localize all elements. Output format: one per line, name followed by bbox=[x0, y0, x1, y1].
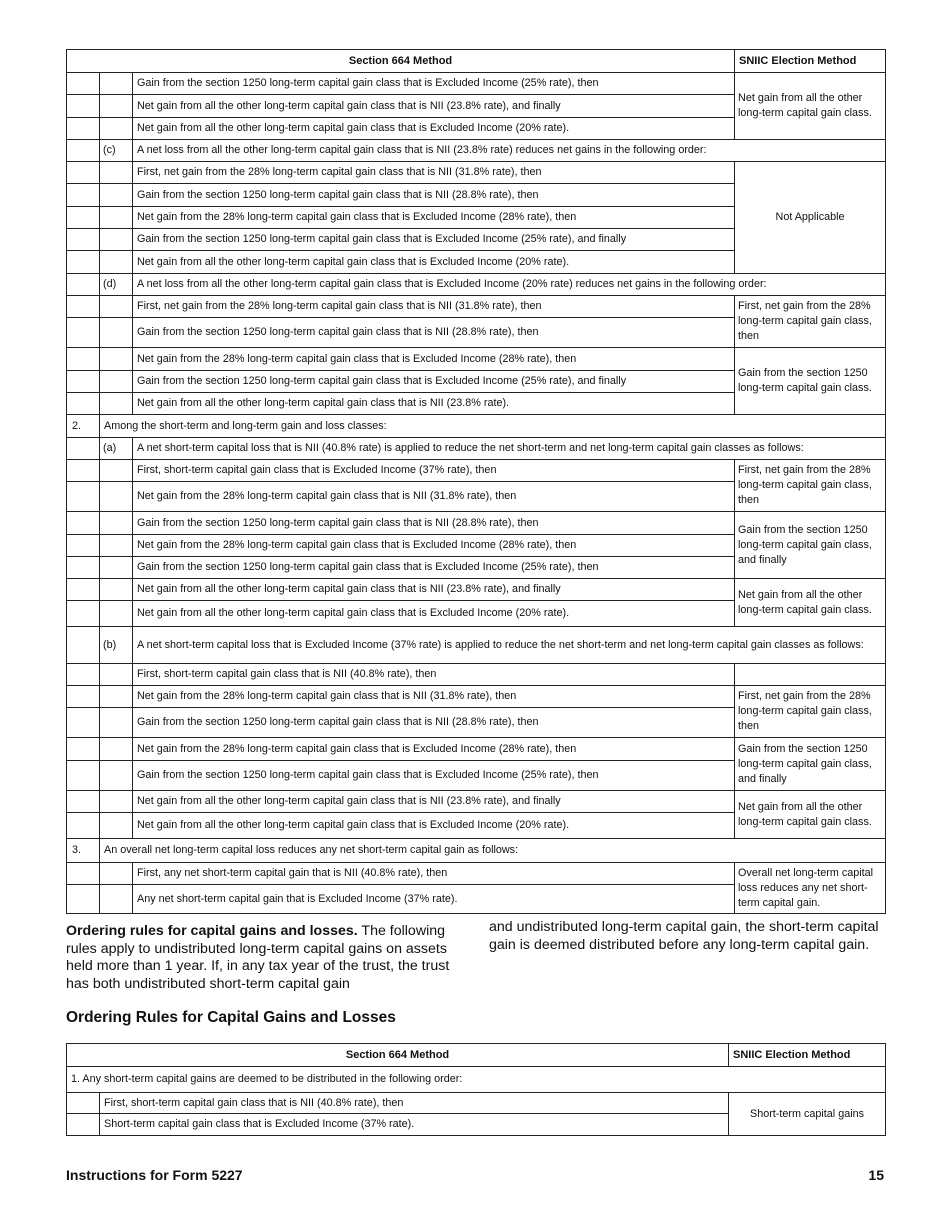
sniic-cell: Net gain from all the other long-term capital gain class. bbox=[735, 791, 886, 839]
paragraph-right-text: and undistributed long-term capital gain, the short-term capital gain is deemed distributed before any long-term capital gain. bbox=[489, 919, 879, 953]
row-text: Net gain from all the other long-term capital gain class that is NII (23.8% rate). bbox=[133, 393, 735, 415]
row-text: Net gain from all the other long-term capital gain class that is Excluded Income (20% rate). bbox=[133, 118, 735, 140]
sniic-header: SNIIC Election Method bbox=[735, 50, 886, 73]
row-text: Net gain from all the other long-term capital gain class that is Excluded Income (20% rate). bbox=[133, 601, 735, 627]
rules-table bbox=[66, 1043, 886, 1136]
sniic-cell: Net gain from all the other long-term capital gain class. bbox=[735, 579, 886, 627]
row-text: Gain from the section 1250 long-term capital gain class that is NII (28.8% rate), then bbox=[133, 512, 735, 535]
table-header bbox=[67, 1044, 886, 1067]
sniic-cell: First, net gain from the 28% long-term capital gain class, then bbox=[735, 460, 886, 512]
row-text: First, short-term capital gain class that is NII (40.8% rate), then bbox=[100, 1093, 729, 1114]
sniic-cell: Gain from the section 1250 long-term capital gain class. bbox=[735, 348, 886, 415]
table-row bbox=[67, 274, 886, 296]
row-text: A net short-term capital loss that is Excluded Income (37% rate) is applied to reduce the net short-term and net long-term capital gain classes as follows: bbox=[133, 627, 886, 664]
sniic-cell: Overall net long-term capital loss reduces any net short-term capital gain. bbox=[735, 863, 886, 914]
row-text: Net gain from the 28% long-term capital gain class that is Excluded Income (28% rate), then bbox=[133, 535, 735, 557]
section-664-header: Section 664 Method bbox=[67, 50, 735, 73]
paragraph-heading: Ordering rules for capital gains and losses. bbox=[66, 923, 358, 939]
item-label: (c) bbox=[100, 140, 133, 162]
table-row bbox=[67, 1093, 886, 1114]
row-text: Net gain from all the other long-term capital gain class that is NII (23.8% rate), and finally bbox=[133, 579, 735, 601]
table-row bbox=[67, 296, 886, 318]
section-664-header: Section 664 Method bbox=[67, 1044, 729, 1067]
table-row bbox=[67, 512, 886, 535]
page-number: 15 bbox=[868, 1167, 884, 1183]
row-text: A net loss from all the other long-term capital gain class that is NII (23.8% rate) reduces net gains in the following order: bbox=[133, 140, 886, 162]
row-text: Net gain from the 28% long-term capital gain class that is NII (31.8% rate), then bbox=[133, 482, 735, 512]
item-label: (a) bbox=[100, 438, 133, 460]
row-text: Net gain from the 28% long-term capital gain class that is NII (31.8% rate), then bbox=[133, 686, 735, 708]
table-row bbox=[67, 839, 886, 863]
row-text: Net gain from all the other long-term capital gain class that is Excluded Income (20% rate). bbox=[133, 251, 735, 274]
sniic-cell: First, net gain from the 28% long-term capital gain class, then bbox=[735, 296, 886, 348]
sniic-cell: First, net gain from the 28% long-term capital gain class, then bbox=[735, 686, 886, 738]
row-text: First, net gain from the 28% long-term capital gain class that is NII (31.8% rate), then bbox=[133, 296, 735, 318]
ordering-rules-paragraph bbox=[66, 923, 456, 993]
row-text: 1. Any short-term capital gains are deemed to be distributed in the following order: bbox=[67, 1067, 886, 1093]
row-text: Gain from the section 1250 long-term capital gain class that is NII (28.8% rate), then bbox=[133, 184, 735, 207]
row-text: Net gain from the 28% long-term capital gain class that is Excluded Income (28% rate), then bbox=[133, 207, 735, 229]
item-label: 3. bbox=[67, 839, 100, 863]
table-row bbox=[67, 627, 886, 664]
table-header bbox=[67, 50, 886, 73]
row-text: Net gain from all the other long-term capital gain class that is NII (23.8% rate), and finally bbox=[133, 95, 735, 118]
row-text: A net loss from all the other long-term capital gain class that is Excluded Income (20% rate) reduces net gains in the following order: bbox=[133, 274, 886, 296]
sniic-cell-empty bbox=[735, 664, 886, 686]
row-text: Any net short-term capital gain that is Excluded Income (37% rate). bbox=[133, 885, 735, 914]
row-text: Short-term capital gain class that is Excluded Income (37% rate). bbox=[100, 1114, 729, 1136]
row-text: First, short-term capital gain class that is Excluded Income (37% rate), then bbox=[133, 460, 735, 482]
sniic-cell: Short-term capital gains bbox=[729, 1093, 886, 1136]
item-label: (b) bbox=[100, 627, 133, 664]
sniic-cell: Gain from the section 1250 long-term capital gain class, and finally bbox=[735, 738, 886, 791]
table-row bbox=[67, 579, 886, 601]
row-text: First, net gain from the 28% long-term capital gain class that is NII (31.8% rate), then bbox=[133, 162, 735, 184]
footer-title: Instructions for Form 5227 bbox=[66, 1167, 243, 1183]
table-row bbox=[67, 460, 886, 482]
row-text: First, any net short-term capital gain that is NII (40.8% rate), then bbox=[133, 863, 735, 885]
table-row bbox=[67, 348, 886, 371]
row-text: Net gain from all the other long-term capital gain class that is NII (23.8% rate), and finally bbox=[133, 791, 735, 813]
table-row bbox=[67, 686, 886, 708]
sniic-header: SNIIC Election Method bbox=[729, 1044, 886, 1067]
row-text: Gain from the section 1250 long-term capital gain class that is Excluded Income (25% rate), and finally bbox=[133, 229, 735, 251]
sniic-cell: Net gain from all the other long-term capital gain class. bbox=[735, 73, 886, 140]
table-row bbox=[67, 415, 886, 438]
row-text: Gain from the section 1250 long-term capital gain class that is Excluded Income (25% rate), then bbox=[133, 73, 735, 95]
row-text: Among the short-term and long-term gain and loss classes: bbox=[100, 415, 886, 438]
row-text: Gain from the section 1250 long-term capital gain class that is Excluded Income (25% rate), then bbox=[133, 761, 735, 791]
table-row bbox=[67, 162, 886, 184]
row-text: Net gain from all the other long-term capital gain class that is Excluded Income (20% rate). bbox=[133, 813, 735, 839]
table-row bbox=[67, 438, 886, 460]
table-row bbox=[67, 1067, 886, 1093]
row-text: A net short-term capital loss that is NII (40.8% rate) is applied to reduce the net short-term and net long-term capital gain classes as follows: bbox=[133, 438, 886, 460]
table-row bbox=[67, 863, 886, 885]
table-row bbox=[67, 140, 886, 162]
row-text: Gain from the section 1250 long-term capital gain class that is Excluded Income (25% rate), then bbox=[133, 557, 735, 579]
sniic-cell: Not Applicable bbox=[735, 162, 886, 274]
item-label: (d) bbox=[100, 274, 133, 296]
table-row bbox=[67, 791, 886, 813]
row-text: An overall net long-term capital loss reduces any net short-term capital gain as follows: bbox=[100, 839, 886, 863]
row-text: Gain from the section 1250 long-term capital gain class that is NII (28.8% rate), then bbox=[133, 318, 735, 348]
item-label: 2. bbox=[67, 415, 100, 438]
sniic-cell: Gain from the section 1250 long-term capital gain class, and finally bbox=[735, 512, 886, 579]
row-text: First, short-term capital gain class that is NII (40.8% rate), then bbox=[133, 664, 735, 686]
row-text: Net gain from the 28% long-term capital gain class that is Excluded Income (28% rate), then bbox=[133, 348, 735, 371]
table-row bbox=[67, 73, 886, 95]
paragraph-left-text: The following rules apply to undistributed long-term capital gains on assets held more than 1 year. If, in any tax year of the trust, the trust has both undistributed short-term capital gain bbox=[66, 923, 450, 992]
table-row bbox=[67, 664, 886, 686]
row-text: Net gain from the 28% long-term capital gain class that is Excluded Income (28% rate), then bbox=[133, 738, 735, 761]
section-heading: Ordering Rules for Capital Gains and Losses bbox=[66, 1009, 396, 1026]
table-row bbox=[67, 738, 886, 761]
row-text: Gain from the section 1250 long-term capital gain class that is NII (28.8% rate), then bbox=[133, 708, 735, 738]
ordering-table bbox=[66, 49, 886, 914]
row-text: Gain from the section 1250 long-term capital gain class that is Excluded Income (25% rate), and finally bbox=[133, 371, 735, 393]
